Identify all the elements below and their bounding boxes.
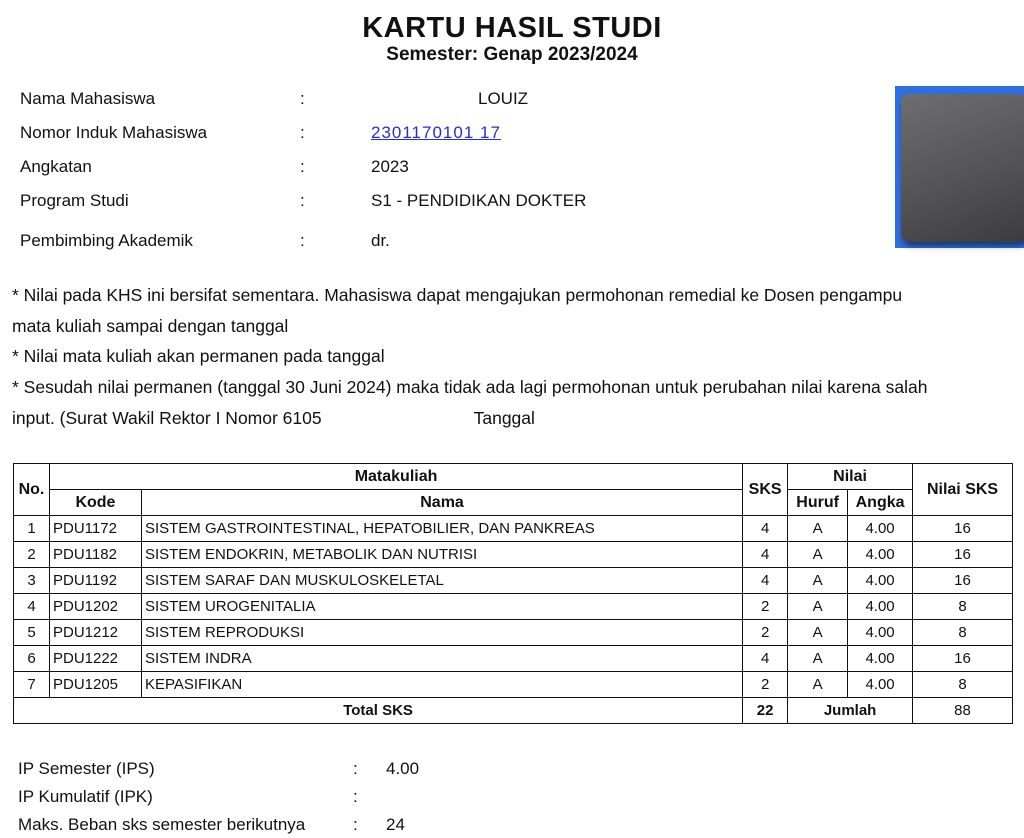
cell-kode: PDU1192 [49,568,141,594]
summary-colon: : [353,815,358,834]
cell-angka: 4.00 [848,672,913,698]
summary-colon: : [353,787,358,806]
max-sks-value: 24 [386,815,405,834]
col-header-sks: SKS [743,464,788,516]
info-colon: : [300,123,305,142]
cell-sks: 2 [743,594,788,620]
cell-angka: 4.00 [848,620,913,646]
info-label: Angkatan [20,157,92,176]
table-footer-row [14,698,1013,724]
summary-label: Maks. Beban sks semester berikutnya [18,815,306,834]
advisor-value: dr. [371,231,390,250]
info-colon: : [300,157,305,176]
cell-nama: SISTEM GASTROINTESTINAL, HEPATOBILIER, DAN PANKREAS [141,516,742,542]
cell-nilai-sks: 8 [913,594,1013,620]
note-line-5-b: Tanggal [473,408,535,428]
info-label: Program Studi [20,191,129,210]
cell-nama: SISTEM SARAF DAN MUSKULOSKELETAL [141,568,742,594]
cell-angka: 4.00 [848,594,913,620]
cell-kode: PDU1202 [49,594,141,620]
cell-no: 1 [14,516,50,542]
cell-no: 4 [14,594,50,620]
note-line-1: * Nilai pada KHS ini bersifat sementara. Mahasiswa dapat mengajukan permohonan remedial ke Dosen pengampu [12,285,903,305]
cell-kode: PDU1182 [49,542,141,568]
cell-no: 2 [14,542,50,568]
total-sks-label: Total SKS [14,698,743,724]
cell-angka: 4.00 [848,646,913,672]
total-sks-value: 22 [743,698,788,724]
summary-colon: : [353,759,358,778]
col-header-huruf: Huruf [788,490,848,516]
table-row [14,568,1013,594]
cell-huruf: A [788,516,848,542]
cohort-value: 2023 [371,157,409,176]
table-row [14,672,1013,698]
info-label: Nomor Induk Mahasiswa [20,123,208,142]
col-header-angka: Angka [848,490,913,516]
cell-nilai-sks: 8 [913,672,1013,698]
ips-value: 4.00 [386,759,420,778]
cell-nilai-sks: 16 [913,542,1013,568]
col-header-nilai: Nilai [788,464,913,490]
info-label: Nama Mahasiswa [20,89,156,108]
info-colon: : [300,89,305,108]
student-photo [901,94,1024,242]
student-photo-frame [895,86,1024,248]
cell-huruf: A [788,646,848,672]
table-row [14,516,1013,542]
cell-kode: PDU1172 [49,516,141,542]
col-header-nama: Nama [141,490,742,516]
col-header-no: No. [14,464,50,516]
info-label: Pembimbing Akademik [20,231,193,250]
table-row [14,542,1013,568]
cell-sks: 4 [743,646,788,672]
cell-huruf: A [788,594,848,620]
info-colon: : [300,231,305,250]
col-header-kode: Kode [49,490,141,516]
cell-angka: 4.00 [848,542,913,568]
jumlah-value: 88 [913,698,1013,724]
jumlah-label: Jumlah [788,698,913,724]
cell-kode: PDU1205 [49,672,141,698]
cell-sks: 2 [743,620,788,646]
cell-nilai-sks: 16 [913,646,1013,672]
cell-no: 5 [14,620,50,646]
table-row [14,594,1013,620]
cell-sks: 4 [743,568,788,594]
student-name-value: LOUIZ [478,89,529,108]
table-row [14,620,1013,646]
table-row [14,646,1013,672]
cell-no: 7 [14,672,50,698]
note-line-2: mata kuliah sampai dengan tanggal [12,316,289,336]
cell-nilai-sks: 16 [913,568,1013,594]
note-line-5 [12,408,535,429]
cell-nama: SISTEM REPRODUKSI [141,620,742,646]
info-colon: : [300,191,305,210]
col-header-nilai-sks: Nilai SKS [913,464,1013,516]
col-header-matakuliah: Matakuliah [49,464,742,490]
semester-subtitle: Semester: Genap 2023/2024 [386,44,638,65]
note-line-4: * Sesudah nilai permanen (tanggal 30 Juni 2024) maka tidak ada lagi permohonan untuk perubahan nilai karena salah [12,377,928,397]
cell-nama: SISTEM ENDOKRIN, METABOLIK DAN NUTRISI [141,542,742,568]
cell-kode: PDU1222 [49,646,141,672]
cell-huruf: A [788,672,848,698]
cell-nama: KEPASIFIKAN [141,672,742,698]
study-program-value: S1 - PENDIDIKAN DOKTER [371,191,587,210]
summary-label: IP Kumulatif (IPK) [18,787,153,806]
cell-huruf: A [788,568,848,594]
cell-nilai-sks: 8 [913,620,1013,646]
cell-sks: 2 [743,672,788,698]
cell-angka: 4.00 [848,516,913,542]
note-line-5-a: input. (Surat Wakil Rektor I Nomor 6105 [12,408,322,428]
cell-huruf: A [788,620,848,646]
student-id-link[interactable]: 2301170101 17 [371,123,501,142]
cell-sks: 4 [743,542,788,568]
cell-no: 6 [14,646,50,672]
cell-nilai-sks: 16 [913,516,1013,542]
cell-nama: SISTEM UROGENITALIA [141,594,742,620]
summary-label: IP Semester (IPS) [18,759,155,778]
cell-nama: SISTEM INDRA [141,646,742,672]
cell-huruf: A [788,542,848,568]
page-title: KARTU HASIL STUDI [362,12,662,44]
cell-no: 3 [14,568,50,594]
cell-kode: PDU1212 [49,620,141,646]
cell-sks: 4 [743,516,788,542]
grades-table [13,463,1013,724]
cell-angka: 4.00 [848,568,913,594]
note-line-3: * Nilai mata kuliah akan permanen pada tanggal [12,346,385,366]
